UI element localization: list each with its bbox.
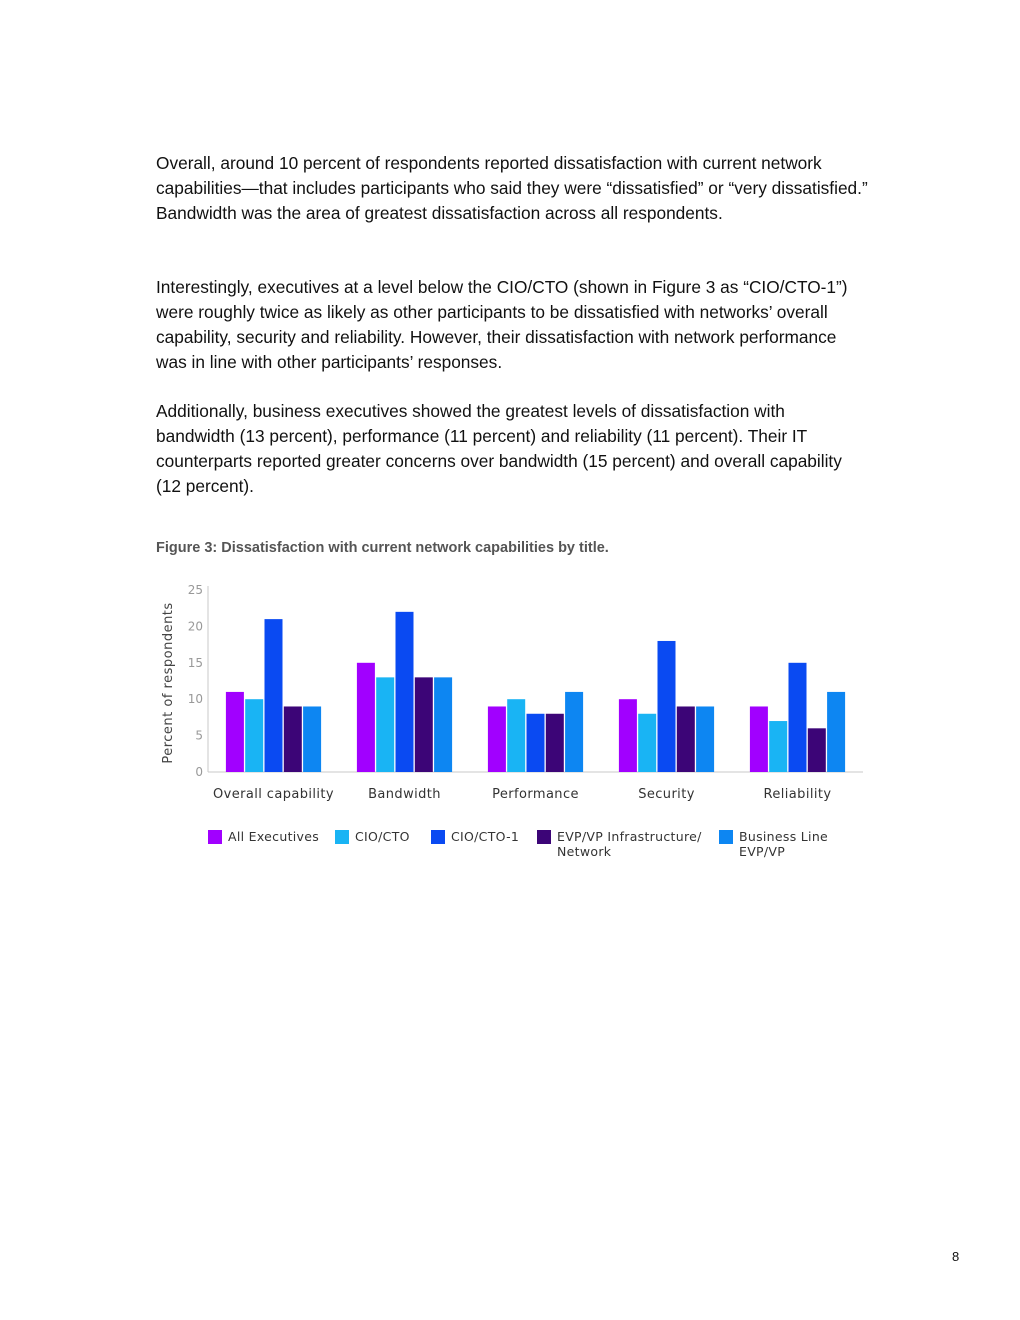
legend-item-business-line-evp-vp: [719, 829, 828, 859]
bar-cio-cto-bandwidth: [376, 677, 394, 772]
y-axis-title: Percent of respondents: [161, 602, 176, 764]
legend-label: EVP/VP: [739, 844, 786, 859]
legend: [208, 829, 828, 859]
bar-business-line-evp-vp-overall-capability: [303, 706, 321, 772]
bar-cio-cto-1-reliability: [789, 663, 807, 772]
y-tick-label: 20: [187, 619, 203, 634]
x-tick-label: Performance: [492, 787, 579, 802]
bar-cio-cto-reliability: [769, 721, 787, 772]
y-axis-title-group: [161, 602, 176, 763]
y-tick-label: 5: [195, 728, 203, 743]
legend-label: EVP/VP Infrastructure/: [557, 829, 702, 844]
legend-label: CIO/CTO-1: [451, 829, 520, 844]
bar-evp-vp-infrastructure-network-performance: [546, 714, 564, 772]
legend-label: CIO/CTO: [355, 829, 410, 844]
legend-swatch: [719, 830, 733, 844]
bar-all-executives-performance: [488, 706, 506, 772]
bar-cio-cto-overall-capability: [245, 699, 263, 772]
bar-cio-cto-1-overall-capability: [265, 619, 283, 772]
bar-all-executives-bandwidth: [357, 663, 375, 772]
legend-label: Network: [557, 844, 612, 859]
bar-business-line-evp-vp-security: [696, 706, 714, 772]
legend-swatch: [208, 830, 222, 844]
bar-cio-cto-performance: [507, 699, 525, 772]
x-tick-label: Reliability: [763, 787, 832, 802]
bar-cio-cto-1-security: [658, 641, 676, 772]
bar-cio-cto-1-performance: [527, 714, 545, 772]
bar-business-line-evp-vp-reliability: [827, 692, 845, 772]
x-tick-label: Overall capability: [212, 787, 335, 802]
bar-cio-cto-security: [638, 714, 656, 772]
page-number: 8: [952, 1249, 960, 1264]
legend-item-cio-cto-1: [431, 829, 519, 844]
x-tick-label: Security: [638, 787, 695, 802]
legend-label: Business Line: [739, 829, 829, 844]
y-tick-label: 0: [195, 765, 203, 779]
figure-title: Figure 3: Dissatisfaction with current network capabilities by title.: [156, 540, 609, 556]
bars: [226, 612, 845, 772]
legend-item-all-executives: [208, 829, 319, 844]
y-ticks: [188, 583, 203, 779]
bar-all-executives-reliability: [750, 706, 768, 772]
paragraph-3: Additionally, business executives showed the greatest levels of dissatisfaction with bandwidth (13 percent), performance (11 percent) and reliability (11 percent). Their IT counterparts reported greater concerns over bandwidth (15 percent) and overall capability (12 percent).: [156, 401, 842, 496]
paragraph-1: Overall, around 10 percent of respondents reported dissatisfaction with current network capabilities—that includes participants who said they were “dissatisfied” or “very dissatisfied.” Bandwidth was the area of greatest dissatisfaction across all respondents.: [156, 153, 868, 223]
bar-business-line-evp-vp-performance: [565, 692, 583, 772]
bar-chart: [150, 575, 870, 870]
bar-evp-vp-infrastructure-network-reliability: [808, 728, 826, 772]
bar-evp-vp-infrastructure-network-security: [677, 706, 695, 772]
legend-label: All Executives: [228, 829, 320, 844]
x-ticks: [213, 787, 831, 802]
bar-all-executives-security: [619, 699, 637, 772]
y-tick-label: 10: [187, 692, 203, 707]
bar-evp-vp-infrastructure-network-overall-capability: [284, 706, 302, 772]
y-tick-label: 15: [187, 655, 203, 670]
bar-all-executives-overall-capability: [226, 692, 244, 772]
bar-business-line-evp-vp-bandwidth: [434, 677, 452, 772]
y-tick-label: 25: [187, 583, 203, 597]
paragraph-2: Interestingly, executives at a level below the CIO/CTO (shown in Figure 3 as “CIO/CTO-1”) were roughly twice as likely as other participants to be dissatisfied with networks’ overall capability, security and reliability. However, their dissatisfaction with network performance was in line with other participants’ responses.: [156, 277, 848, 372]
bar-evp-vp-infrastructure-network-bandwidth: [415, 677, 433, 772]
legend-item-cio-cto: [335, 829, 410, 844]
legend-swatch: [335, 830, 349, 844]
legend-swatch: [431, 830, 445, 844]
legend-swatch: [537, 830, 551, 844]
x-tick-label: Bandwidth: [368, 787, 441, 802]
bar-cio-cto-1-bandwidth: [396, 612, 414, 772]
legend-item-evp-vp-infrastructure-network: [537, 829, 702, 859]
